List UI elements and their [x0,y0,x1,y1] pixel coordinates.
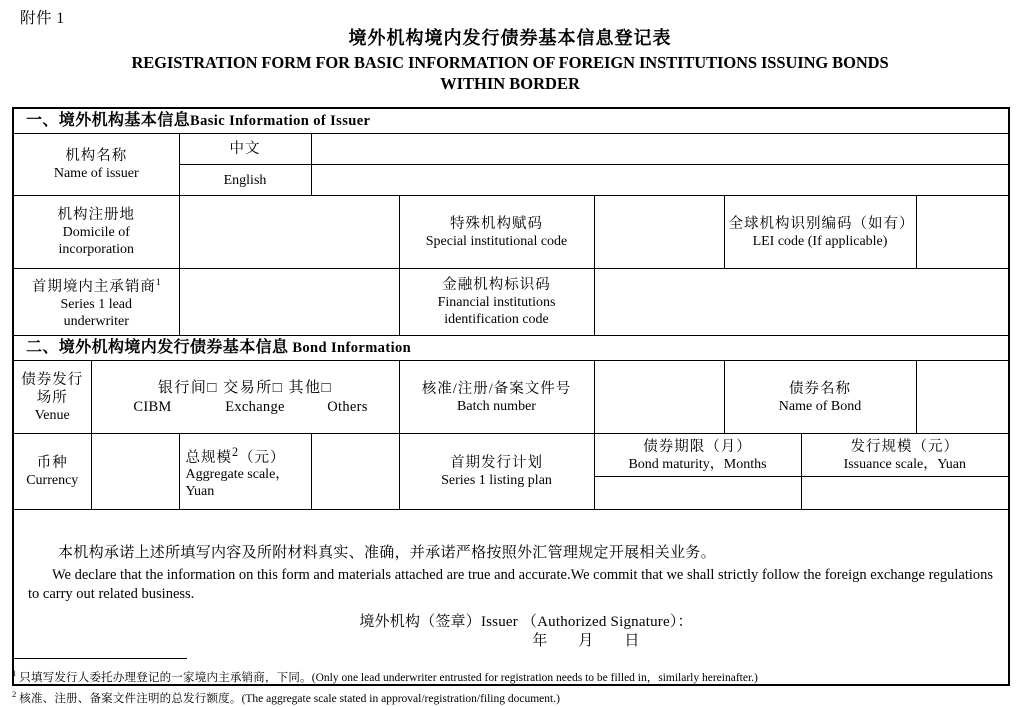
footnote-separator-rule [12,658,187,659]
label-series1-listing-plan-cn: 首期发行计划 [450,455,543,471]
footnote-marker-1: 1 [155,278,161,289]
label-series1-listing-plan-en: Series 1 listing plan [441,473,552,488]
label-name-of-bond [724,361,916,434]
label-lead-underwriter-cn: 首期境内主承销商$^1$ [31,278,161,295]
footnote-item [12,665,1012,686]
label-venue [13,361,91,434]
label-aggregate-scale-en-line1: Aggregate scale， [185,467,290,483]
label-bond-maturity-cn: 债券期限（月） [643,438,752,455]
label-venue-en: Venue [34,407,70,423]
venue-options-en [92,398,399,416]
label-lead-underwriter-en-line2: underwriter [63,313,129,329]
footnote-text-cn: 核准、注册、备案文件注明的总发行额度。 [19,692,242,705]
venue-options-group[interactable] [91,361,399,434]
label-bond-maturity-en: Bond maturity，Months [628,456,767,472]
footnote-marker-2: 2 [232,444,240,459]
section2-header-row [13,336,1009,361]
label-issuer-name-chinese [179,134,311,165]
footnote-item [12,686,1012,707]
label-series1-listing-plan [399,434,594,510]
section1-heading-en: Basic Information of Issuer [190,113,371,129]
section2-heading-en: Bond Information [292,340,412,356]
field-lead-underwriter[interactable] [179,269,399,336]
label-aggregate-scale-en-line2: Yuan [185,484,215,500]
label-currency [13,434,91,510]
registration-form-table [12,107,1010,686]
field-fi-identification-code[interactable] [594,269,1009,336]
label-fi-identification-code-en-line1: Financial institutions [437,295,556,310]
document-title-block [12,26,1008,94]
section2-heading [13,336,1009,361]
label-batch-number-cn: 核准/注册/备案文件号 [421,380,572,397]
lead-underwriter-row [13,269,1009,336]
footnote-number: 2 [12,688,17,699]
title-english-line1: REGISTRATION FORM FOR BASIC INFORMATION OF FOREIGN INSTITUTIONS ISSUING BONDS [131,53,889,72]
label-aggregate-scale-cn: 总规模$^2$（元） [185,444,286,466]
venue-option-others-label: Others [327,398,368,415]
field-issuer-name-english[interactable] [311,165,1009,196]
currency-row [13,434,1009,477]
venue-options-cn[interactable]: 银行间□ 交易所□ 其他□ [157,379,333,396]
label-bond-maturity [594,434,801,477]
label-domicile-en-line1: Domicile of [62,225,130,240]
label-domicile-cn: 机构注册地 [57,207,135,223]
venue-option-exchange-label: Exchange [225,398,285,415]
field-lei-code[interactable] [916,196,1009,269]
label-lei-code [724,196,916,269]
declaration-text-cn: 本机构承诺上述所填写内容及所附材料真实、准确，并承诺严格按照外汇管理规定开展相关业务。 [58,545,716,561]
label-fi-identification-code-en-line2: identification code [444,312,549,327]
label-issuance-scale-en: Issuance scale，Yuan [843,456,967,472]
date-year-label: 年 [532,633,548,649]
label-name-of-issuer-en: Name of issuer [53,166,139,181]
title-english-line2: WITHIN BORDER [440,74,580,93]
field-bond-maturity[interactable] [594,477,801,510]
label-special-code-cn: 特殊机构赋码 [450,215,543,232]
label-batch-number-en: Batch number [457,398,536,414]
label-fi-identification-code [399,269,594,336]
label-issuer-name-chinese-text: 中文 [229,141,261,157]
signature-line[interactable]: 境外机构（签章）Issuer （Authorized Signature）： [359,614,693,630]
field-batch-number[interactable] [594,361,724,434]
label-name-of-bond-en: Name of Bond [778,398,862,414]
label-name-of-issuer [13,134,179,196]
label-venue-cn-line1: 债券发行 [21,371,84,388]
label-special-code [399,196,594,269]
issuer-name-chinese-row [13,134,1009,165]
footnote-text-en: (The aggregate scale stated in approval/registration/filing document.) [241,692,560,705]
label-batch-number [399,361,594,434]
declaration-text-en: We declare that the information on this form and materials attached are true and accurate.We commit that we shall strictly follow the foreign exchange regulations to carry out related business. [28,567,994,602]
field-domicile[interactable] [179,196,399,269]
label-lead-underwriter-en-line1: Series 1 lead [60,296,133,312]
section1-heading [13,108,1009,134]
label-name-of-bond-cn: 债券名称 [789,380,851,397]
field-currency[interactable] [91,434,179,510]
field-special-code[interactable] [594,196,724,269]
venue-row [13,361,1009,434]
date-stamp-line[interactable] [28,633,994,650]
footnote-text-en: (Only one lead underwriter entrusted for registration needs to be filled in，similarly hereinafter.) [311,671,758,684]
date-month-label: 月 [578,633,594,649]
label-currency-cn: 币种 [36,455,68,471]
label-fi-identification-code-cn: 金融机构标识码 [442,277,551,293]
label-domicile-en-line2: incorporation [58,242,134,257]
label-issuer-name-english-text: English [223,172,267,188]
field-aggregate-scale[interactable] [311,434,399,510]
label-domicile [13,196,179,269]
footnote-text-cn: 只填写发行人委托办理登记的一家境内主承销商，下同。 [19,671,312,684]
field-issuer-name-chinese[interactable] [311,134,1009,165]
field-issuance-scale[interactable] [801,477,1009,510]
label-lei-code-en: LEI code (If applicable) [752,233,888,249]
footnotes-block [12,665,1012,707]
venue-option-cibm-label: CIBM [133,398,172,415]
section2-heading-cn: 二、境外机构境内发行债券基本信息 [26,339,289,356]
label-name-of-issuer-cn: 机构名称 [65,148,128,164]
label-lei-code-cn: 全球机构识别编码（如有） [728,215,915,232]
domicile-row [13,196,1009,269]
date-day-label: 日 [624,633,640,649]
label-issuance-scale [801,434,1009,477]
label-aggregate-scale [179,434,311,510]
footnote-number: 1 [12,668,17,678]
label-special-code-en: Special institutional code [425,233,568,249]
section1-header-row [13,108,1009,134]
field-name-of-bond[interactable] [916,361,1009,434]
label-issuance-scale-cn: 发行规模（元） [850,438,960,455]
label-currency-en: Currency [26,473,79,488]
label-lead-underwriter [13,269,179,336]
attachment-label: 附件 1 [20,10,65,27]
section1-heading-cn: 一、境外机构基本信息 [26,112,191,129]
label-venue-cn-line2: 场所 [36,389,68,406]
label-issuer-name-english [179,165,311,196]
title-chinese: 境外机构境内发行债券基本信息登记表 [348,28,672,48]
